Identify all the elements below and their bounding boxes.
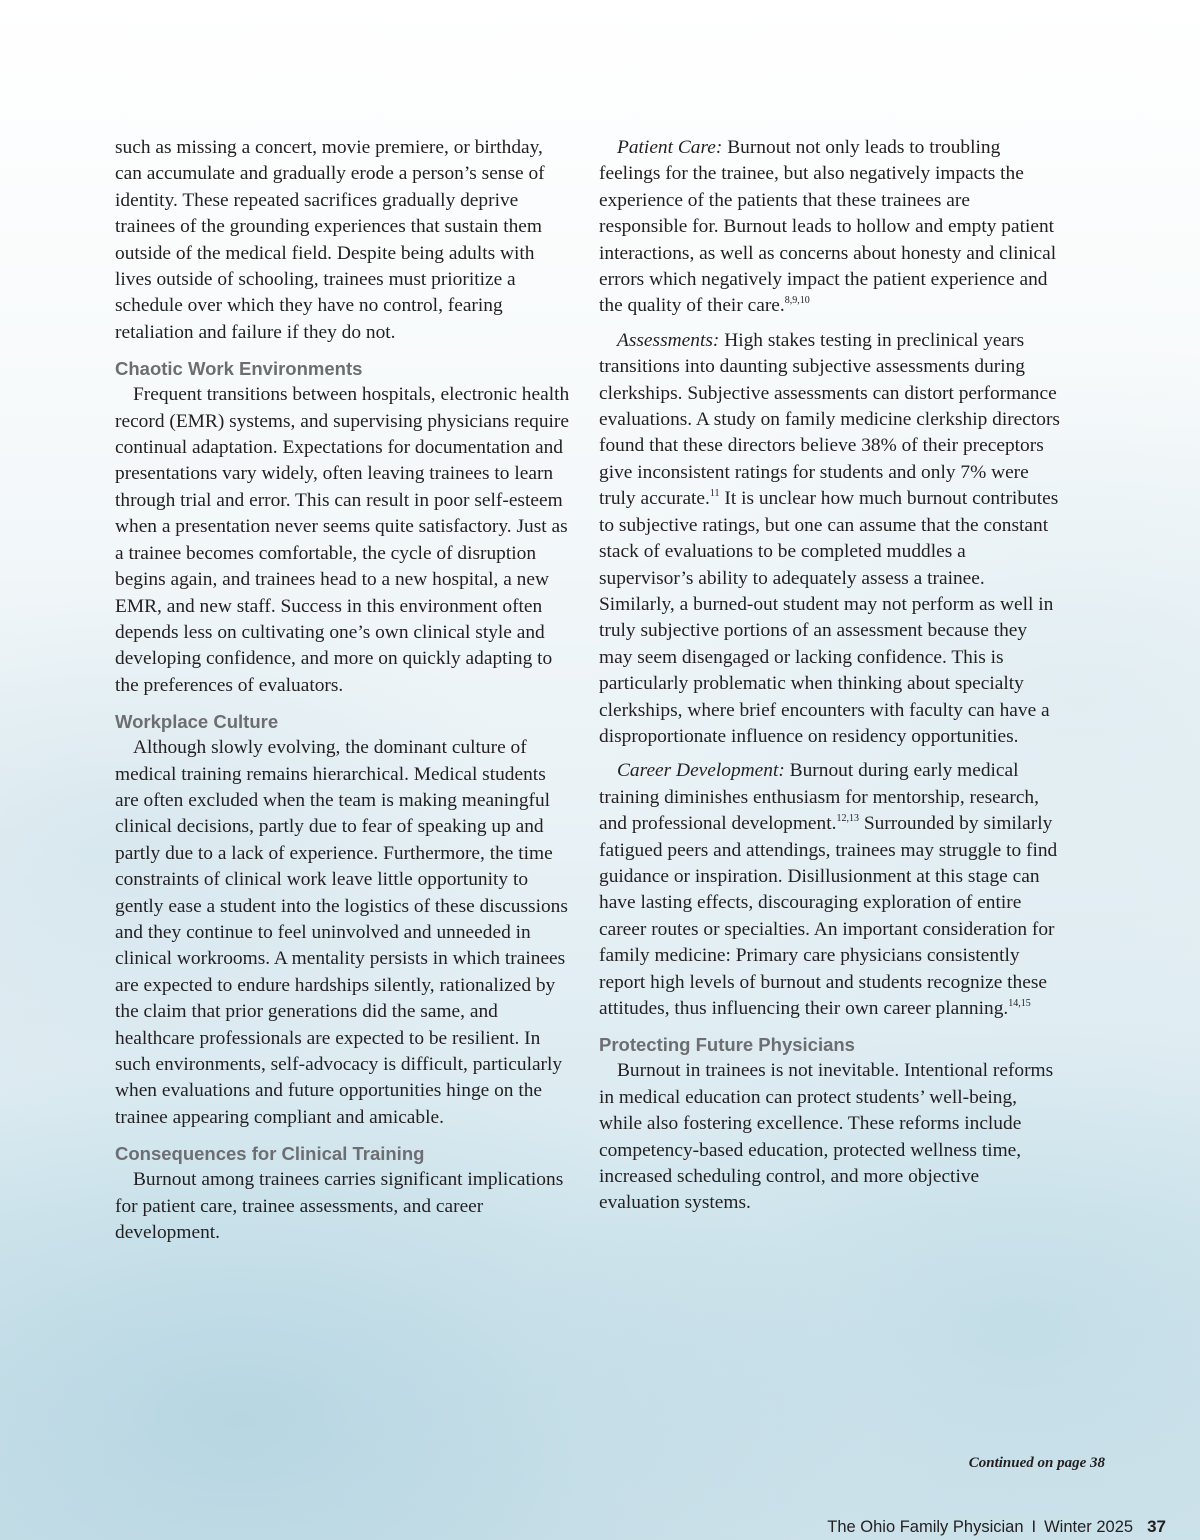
assessments-text-a: High stakes testing in preclinical years transitions into daunting subjective assessments during clerkships. Subjective assessments can distort performance evaluations. A study on family medicine clerkship directors found that these directors believe 38% of their preceptors give inconsistent ratings for students and only 7% were truly accurate. <box>599 329 1060 510</box>
patient-care-paragraph <box>599 135 1061 320</box>
assessments-paragraph <box>599 328 1061 751</box>
protecting-physicians-paragraph: Burnout in trainees is not inevitable. Intentional reforms in medical education can protect students’ well-being, while also fostering excellence. These reforms include competency-based education, protected wellness time, increased scheduling control, and more objective evaluation systems. <box>599 1060 1054 1214</box>
continued-note: Continued on page 38 <box>968 1455 1105 1471</box>
assessments-lead: Assessments: <box>617 329 720 351</box>
intro-paragraph: such as missing a concert, movie premiere, or birthday, can accumulate and gradually erode a person’s sense of identity. These repeated sacrifices gradually deprive trainees of the grounding experiences that sustain them outside of the medical field. Despite being adults with lives outside of schooling, trainees must prioritize a schedule over which they have no control, fearing retaliation and failure if they do not. <box>115 137 545 343</box>
career-text-b: Surrounded by similarly fatigued peers and attendings, trainees may struggle to find guidance or inspiration. Disillusionment at this stage can have lasting effects, discouraging exploration of entire career routes or specialties. An important consideration for family medicine: Primary care physicians consistently report high levels of burnout and students recognize these attitudes, thus influencing their own career planning. <box>599 813 1058 1019</box>
chaotic-work-paragraph: Frequent transitions between hospitals, electronic health record (EMR) systems, and supervising physicians require continual adaptation. Expectations for documentation and presentations vary widely, often leaving trainees to learn through trial and error. This can result in poor self-esteem when a presentation never seems quite satisfactory. Just as a trainee becomes comfortable, the cycle of disruption begins again, and trainees head to a new hospital, a new EMR, and new staff. Success in this environment often depends less on cultivating one’s own clinical style and developing confidence, and more on quickly adapting to the preferences of evaluators. <box>115 384 570 696</box>
issue-label: Winter 2025 <box>1044 1518 1134 1536</box>
page-number: 37 <box>1147 1517 1166 1536</box>
left-column <box>115 135 570 1246</box>
citation-refs: 14,15 <box>1008 998 1031 1009</box>
career-text-a: Burnout during early medical training diminishes enthusiasm for mentorship, research, and professional development. <box>599 760 1039 835</box>
consequences-heading: Consequences for Clinical Training <box>115 1143 425 1165</box>
footer-separator: I <box>1031 1518 1037 1536</box>
publication-name: The Ohio Family Physician <box>827 1518 1024 1536</box>
career-development-lead: Career Development: <box>617 760 785 782</box>
patient-care-lead: Patient Care: <box>617 137 723 158</box>
right-column <box>599 135 1061 1217</box>
citation-refs: 12,13 <box>836 813 859 825</box>
chaotic-work-heading: Chaotic Work Environments <box>115 358 363 380</box>
protecting-physicians-heading: Protecting Future Physicians <box>599 1034 855 1056</box>
assessments-text-b: It is unclear how much burnout contributes to subjective ratings, but one can assume that the constant stack of evaluations to be completed muddles a supervisor’s ability to adequately assess a trainee. Similarly, a burned-out student may not perform as well in truly subjective portions of an assessment because they may seem disengaged or lacking confidence. This is particularly problematic when thinking about specialty clerkships, where brief encounters with faculty can have a disproportionate influence on residency opportunities. <box>599 488 1059 747</box>
workplace-culture-paragraph: Although slowly evolving, the dominant culture of medical training remains hierarchical. Medical students are often excluded when the team is making meaningful clinical decisions, partly due to fear of speaking up and partly due to a lack of experience. Furthermore, the time constraints of clinical work leave little opportunity to gently ease a student into the logistics of these discussions and they continue to feel uninvolved and unneeded in clinical workrooms. A mentality persists in which trainees are expected to endure hardships silently, rationalized by the claim that prior generations did the same, and healthcare professionals are expected to be resilient. In such environments, self-advocacy is difficult, particularly when evaluations and future opportunities hinge on the trainee appearing compliant and amicable. <box>115 737 568 1128</box>
page-footer <box>827 1517 1166 1537</box>
citation-refs: 11 <box>709 488 720 500</box>
workplace-culture-heading: Workplace Culture <box>115 711 279 733</box>
citation-refs: 8,9,10 <box>784 295 810 307</box>
patient-care-text: Burnout not only leads to troubling feelings for the trainee, but also negatively impacts the experience of the patients that these trainees are responsible for. Burnout leads to hollow and empty patient interactions, as well as concerns about honesty and clinical errors which negatively impact the patient experience and the quality of their care. <box>599 137 1057 317</box>
consequences-paragraph: Burnout among trainees carries significant implications for patient care, trainee assessments, and career development. <box>115 1169 564 1244</box>
career-development-paragraph <box>599 758 1061 1022</box>
